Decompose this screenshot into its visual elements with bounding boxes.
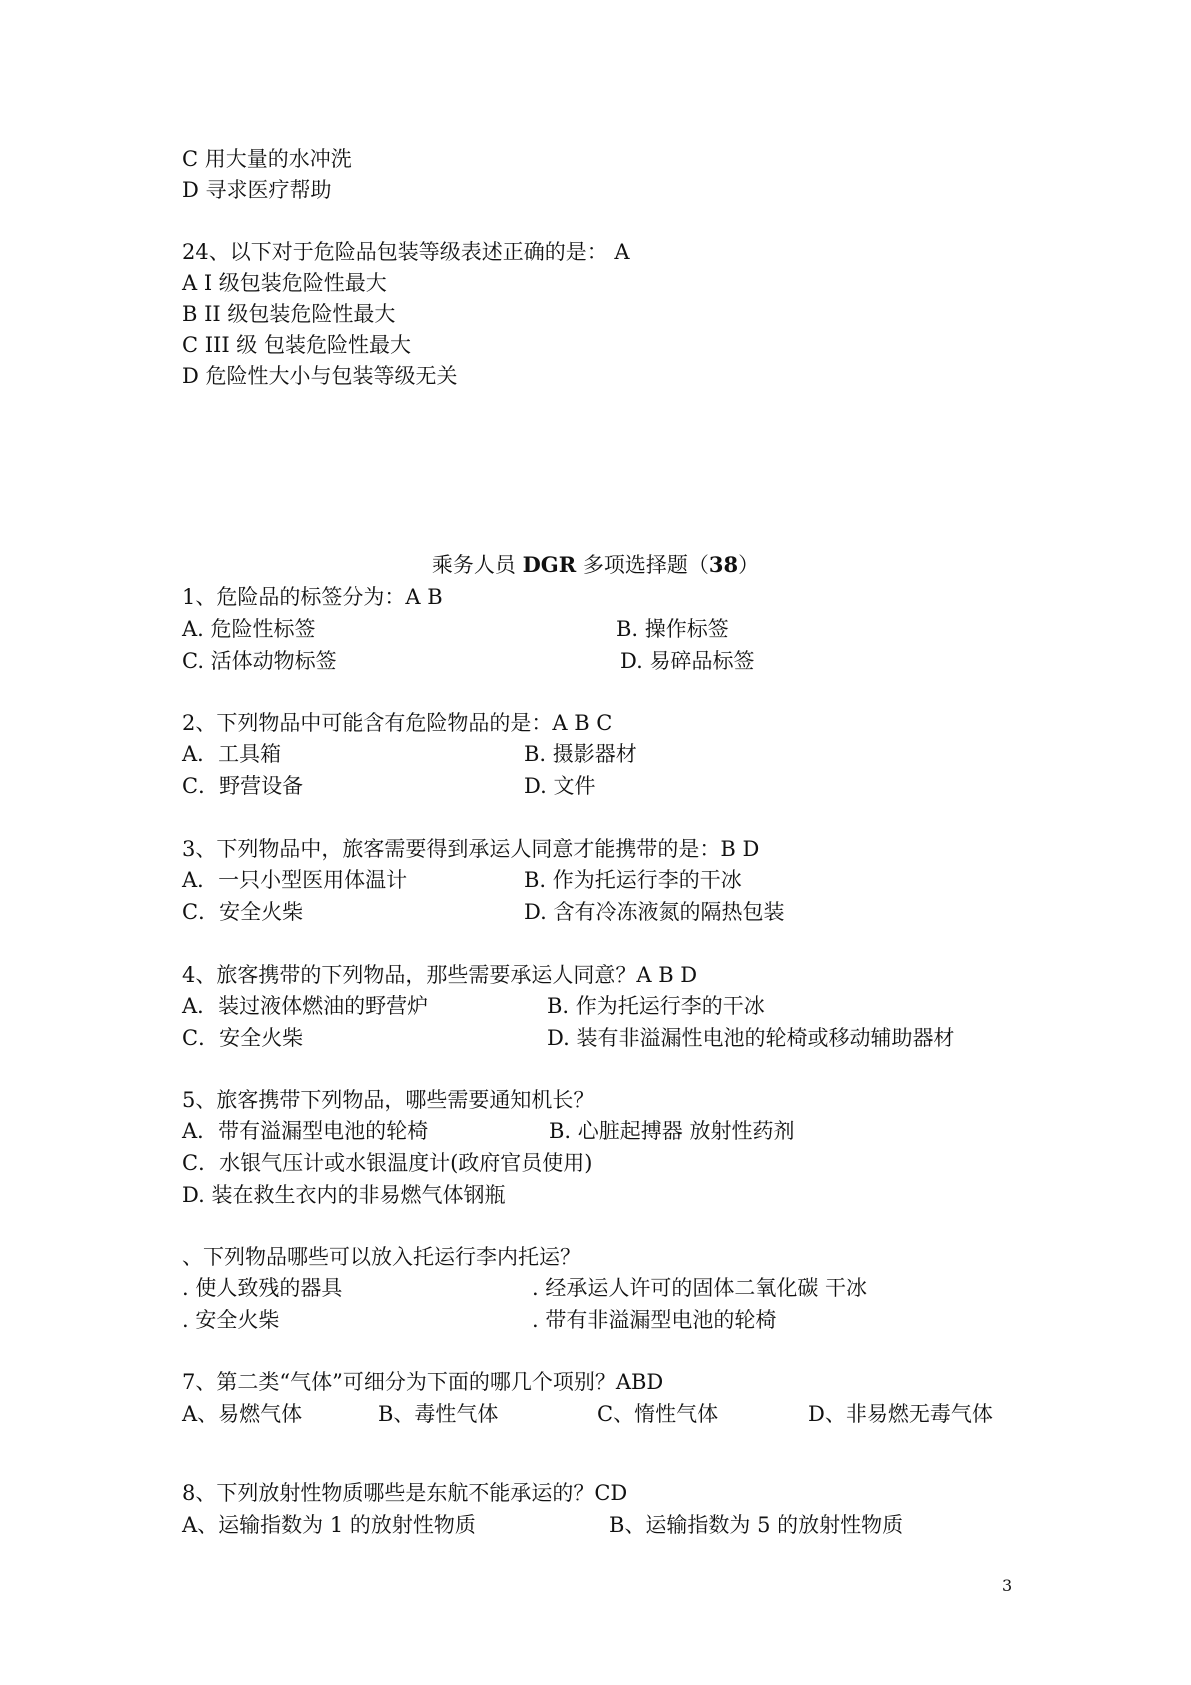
m7-option-b: B、毒性气体 — [378, 1402, 499, 1426]
q24-option-b: B II 级包装危险性最大 — [182, 302, 396, 326]
m5-option-b: B. 心脏起搏器 放射性药剂 — [549, 1119, 795, 1143]
m3-option-c: C．安全火柴 — [182, 900, 304, 924]
m6-option-d: . 带有非溢漏型电池的轮椅 — [532, 1308, 777, 1332]
m8-option-b: B、运输指数为 5 的放射性物质 — [609, 1513, 904, 1537]
m1-question: 1、危险品的标签分为：A B — [182, 585, 443, 609]
title-prefix: 乘务人员 — [431, 553, 523, 577]
q23-option-d: D 寻求医疗帮助 — [182, 178, 332, 202]
m2-option-d: D. 文件 — [524, 774, 596, 798]
m5-option-c: C．水银气压计或水银温度计(政府官员使用) — [182, 1151, 593, 1175]
m7-question: 7、第二类“气体”可细分为下面的哪几个项别？ABD — [182, 1370, 664, 1394]
m6-option-c: . 安全火柴 — [182, 1308, 280, 1332]
m4-option-b: B. 作为托运行李的干冰 — [547, 994, 765, 1018]
m7-option-c: C、惰性气体 — [597, 1402, 719, 1426]
m5-question: 5、旅客携带下列物品，哪些需要通知机长？ — [182, 1088, 595, 1112]
m2-option-b: B. 摄影器材 — [524, 742, 637, 766]
q24-question: 24、以下对于危险品包装等级表述正确的是： A — [182, 240, 630, 264]
title-middle: 多项选择题（ — [576, 553, 709, 577]
m1-option-c: C. 活体动物标签 — [182, 649, 337, 673]
m6-option-a: . 使人致残的器具 — [182, 1276, 343, 1300]
title-bold-count: 38 — [708, 552, 739, 577]
m7-option-d: D、非易燃无毒气体 — [808, 1402, 993, 1426]
m4-option-a: A．装过液体燃油的野营炉 — [182, 994, 429, 1018]
m3-option-b: B. 作为托运行李的干冰 — [524, 868, 742, 892]
m5-option-d: D. 装在救生衣内的非易燃气体钢瓶 — [182, 1183, 506, 1207]
m4-question: 4、旅客携带的下列物品，那些需要承运人同意？A B D — [182, 963, 698, 987]
m4-option-c: C．安全火柴 — [182, 1026, 304, 1050]
m1-option-d: D. 易碎品标签 — [620, 649, 755, 673]
q24-option-d: D 危险性大小与包装等级无关 — [182, 364, 458, 388]
m5-option-a: A．带有溢漏型电池的轮椅 — [182, 1119, 429, 1143]
m3-question: 3、下列物品中，旅客需要得到承运人同意才能携带的是：B D — [182, 837, 760, 861]
m2-question: 2、下列物品中可能含有危险物品的是：A B C — [182, 711, 613, 735]
m3-option-d: D. 含有冷冻液氮的隔热包装 — [524, 900, 785, 924]
m8-question: 8、下列放射性物质哪些是东航不能承运的？CD — [182, 1481, 628, 1505]
title-bold-dgr: DGR — [522, 552, 577, 577]
m7-option-a: A、易燃气体 — [182, 1402, 303, 1426]
page-number: 3 — [1002, 1576, 1013, 1595]
m8-option-a: A、运输指数为 1 的放射性物质 — [182, 1513, 476, 1537]
m3-option-a: A．一只小型医用体温计 — [182, 868, 408, 892]
q24-option-c: C III 级 包装危险性最大 — [182, 333, 411, 357]
m2-option-c: C．野营设备 — [182, 774, 304, 798]
q23-option-c: C 用大量的水冲洗 — [182, 147, 352, 171]
title-suffix: ） — [738, 553, 760, 577]
m2-option-a: A．工具箱 — [182, 742, 282, 766]
section-title — [0, 552, 1191, 578]
m4-option-d: D. 装有非溢漏性电池的轮椅或移动辅助器材 — [547, 1026, 955, 1050]
m6-question: 、下列物品哪些可以放入托运行李内托运？ — [182, 1245, 581, 1269]
m6-option-b: . 经承运人许可的固体二氧化碳 干冰 — [532, 1276, 868, 1300]
m1-option-a: A. 危险性标签 — [182, 617, 316, 641]
m1-option-b: B. 操作标签 — [616, 617, 729, 641]
q24-option-a: A I 级包装危险性最大 — [182, 271, 387, 295]
